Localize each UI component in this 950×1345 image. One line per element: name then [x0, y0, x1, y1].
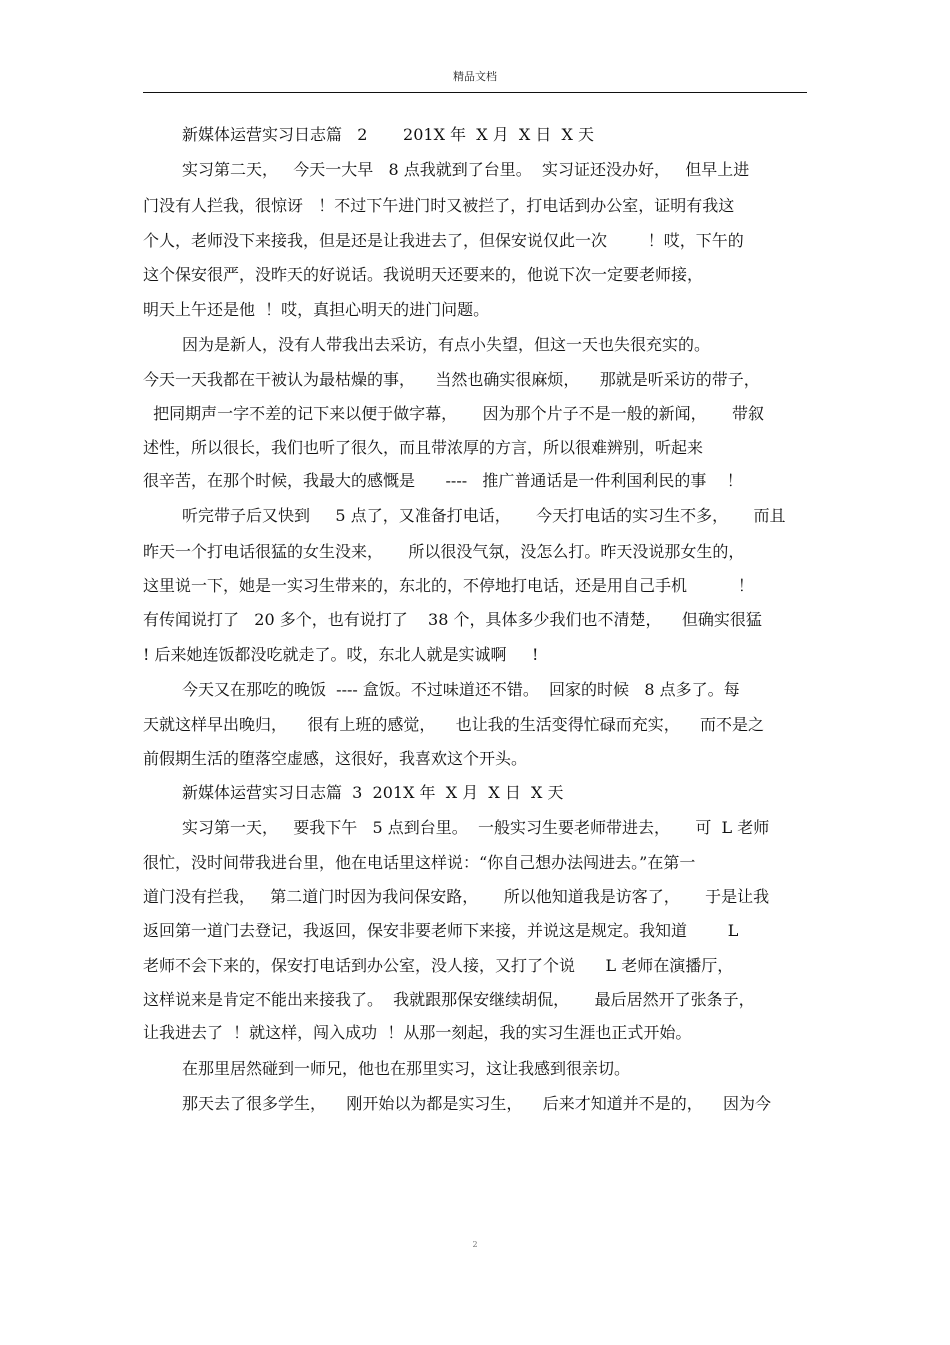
paragraph-line: 让我进去了 ！就这样，闯入成功 ！从那一刻起，我的实习生涯也正式开始。	[143, 1023, 692, 1042]
paragraph-line: 门没有人拦我，很惊讶 ！不过下午进门时又被拦了，打电话到办公室，证明有我这	[143, 196, 735, 215]
paragraph-line: 那天去了很多学生， 刚开始以为都是实习生， 后来才知道并不是的， 因为今	[182, 1094, 772, 1113]
paragraph-line: ! 后来她连饭都没吃就走了。哎，东北人就是实诚啊 !	[143, 645, 539, 664]
paragraph-line: 在那里居然碰到一师兄，他也在那里实习，这让我感到很亲切。	[182, 1059, 631, 1078]
paragraph-line: 实习第二天， 今天一大早 8 点我就到了台里。 实习证还没办好， 但早上进	[182, 160, 750, 179]
paragraph-line: 返回第一道门去登记，我返回，保安非要老师下来接，并说这是规定。我知道 L	[143, 921, 739, 940]
paragraph-line: 这个保安很严，没昨天的好说话。我说明天还要来的，他说下次一定要老师接，	[143, 265, 704, 284]
paragraph-line: 述性，所以很长，我们也听了很久，而且带浓厚的方言，所以很难辨别，听起来	[143, 438, 704, 457]
paragraph-line: 前假期生活的堕落空虚感，这很好，我喜欢这个开头。	[143, 749, 528, 768]
paragraph-line: 很忙，没时间带我进台里，他在电话里这样说：“你自己想办法闯进去。”在第一	[143, 853, 696, 872]
paragraph-line: 把同期声一字不差的记下来以便于做字幕， 因为那个片子不是一般的新闻， 带叙	[143, 404, 765, 423]
paragraph-line: 道门没有拦我， 第二道门时因为我问保安路， 所以他知道我是访客了， 于是让我	[143, 887, 770, 906]
page-number: 2	[472, 1240, 478, 1249]
paragraph-line: 天就这样早出晚归， 很有上班的感觉， 也让我的生活变得忙碌而充实， 而不是之	[143, 715, 765, 734]
paragraph-line: 个人，老师没下来接我，但是还是让我进去了，但保安说仅此一次 ！哎，下午的	[143, 231, 744, 250]
paragraph-line: 今天一天我都在干被认为最枯燥的事， 当然也确实很麻烦， 那就是听采访的带子，	[143, 370, 760, 389]
paragraph-line: 这样说来是肯定不能出来接我了。 我就跟那保安继续胡侃， 最后居然开了张条子，	[143, 990, 755, 1009]
paragraph-line: 今天又在那吃的晚饭 ---- 盒饭。不过味道还不错。 回家的时候 8 点多了。每	[182, 680, 740, 699]
header-divider	[143, 92, 807, 93]
paragraph-line: 这里说一下，她是一实习生带来的，东北的，不停地打电话，还是用自己手机 ！	[143, 576, 754, 595]
paragraph-line: 有传闻说打了 20 多个，也有说打了 38 个，具体多少我们也不清楚， 但确实很猛	[143, 610, 762, 629]
paragraph-line: 明天上午还是他 ！哎，真担心明天的进门问题。	[143, 300, 490, 319]
page-header: 精品文档	[453, 70, 497, 83]
paragraph-line: 听完带子后又快到 5 点了，又准备打电话， 今天打电话的实习生不多， 而且	[182, 506, 786, 525]
paragraph-line: 很辛苦，在那个时候，我最大的感慨是 ---- 推广普通话是一件利国利民的事 ！	[143, 471, 743, 490]
paragraph-line: 实习第一天， 要我下午 5 点到台里。 一般实习生要老师带进去， 可 L 老师	[182, 818, 770, 837]
section-heading-3: 新媒体运营实习日志篇 3 201X 年 X 月 X 日 X 天	[182, 783, 564, 802]
paragraph-line: 昨天一个打电话很猛的女生没来， 所以很没气氛，没怎么打。昨天没说那女生的，	[143, 542, 745, 561]
paragraph-line: 因为是新人，没有人带我出去采访，有点小失望，但这一天也失很充实的。	[182, 335, 711, 354]
paragraph-line: 老师不会下来的，保安打电话到办公室，没人接，又打了个说 L 老师在演播厅，	[143, 956, 734, 975]
section-heading-2: 新媒体运营实习日志篇 2 201X 年 X 月 X 日 X 天	[182, 125, 595, 144]
